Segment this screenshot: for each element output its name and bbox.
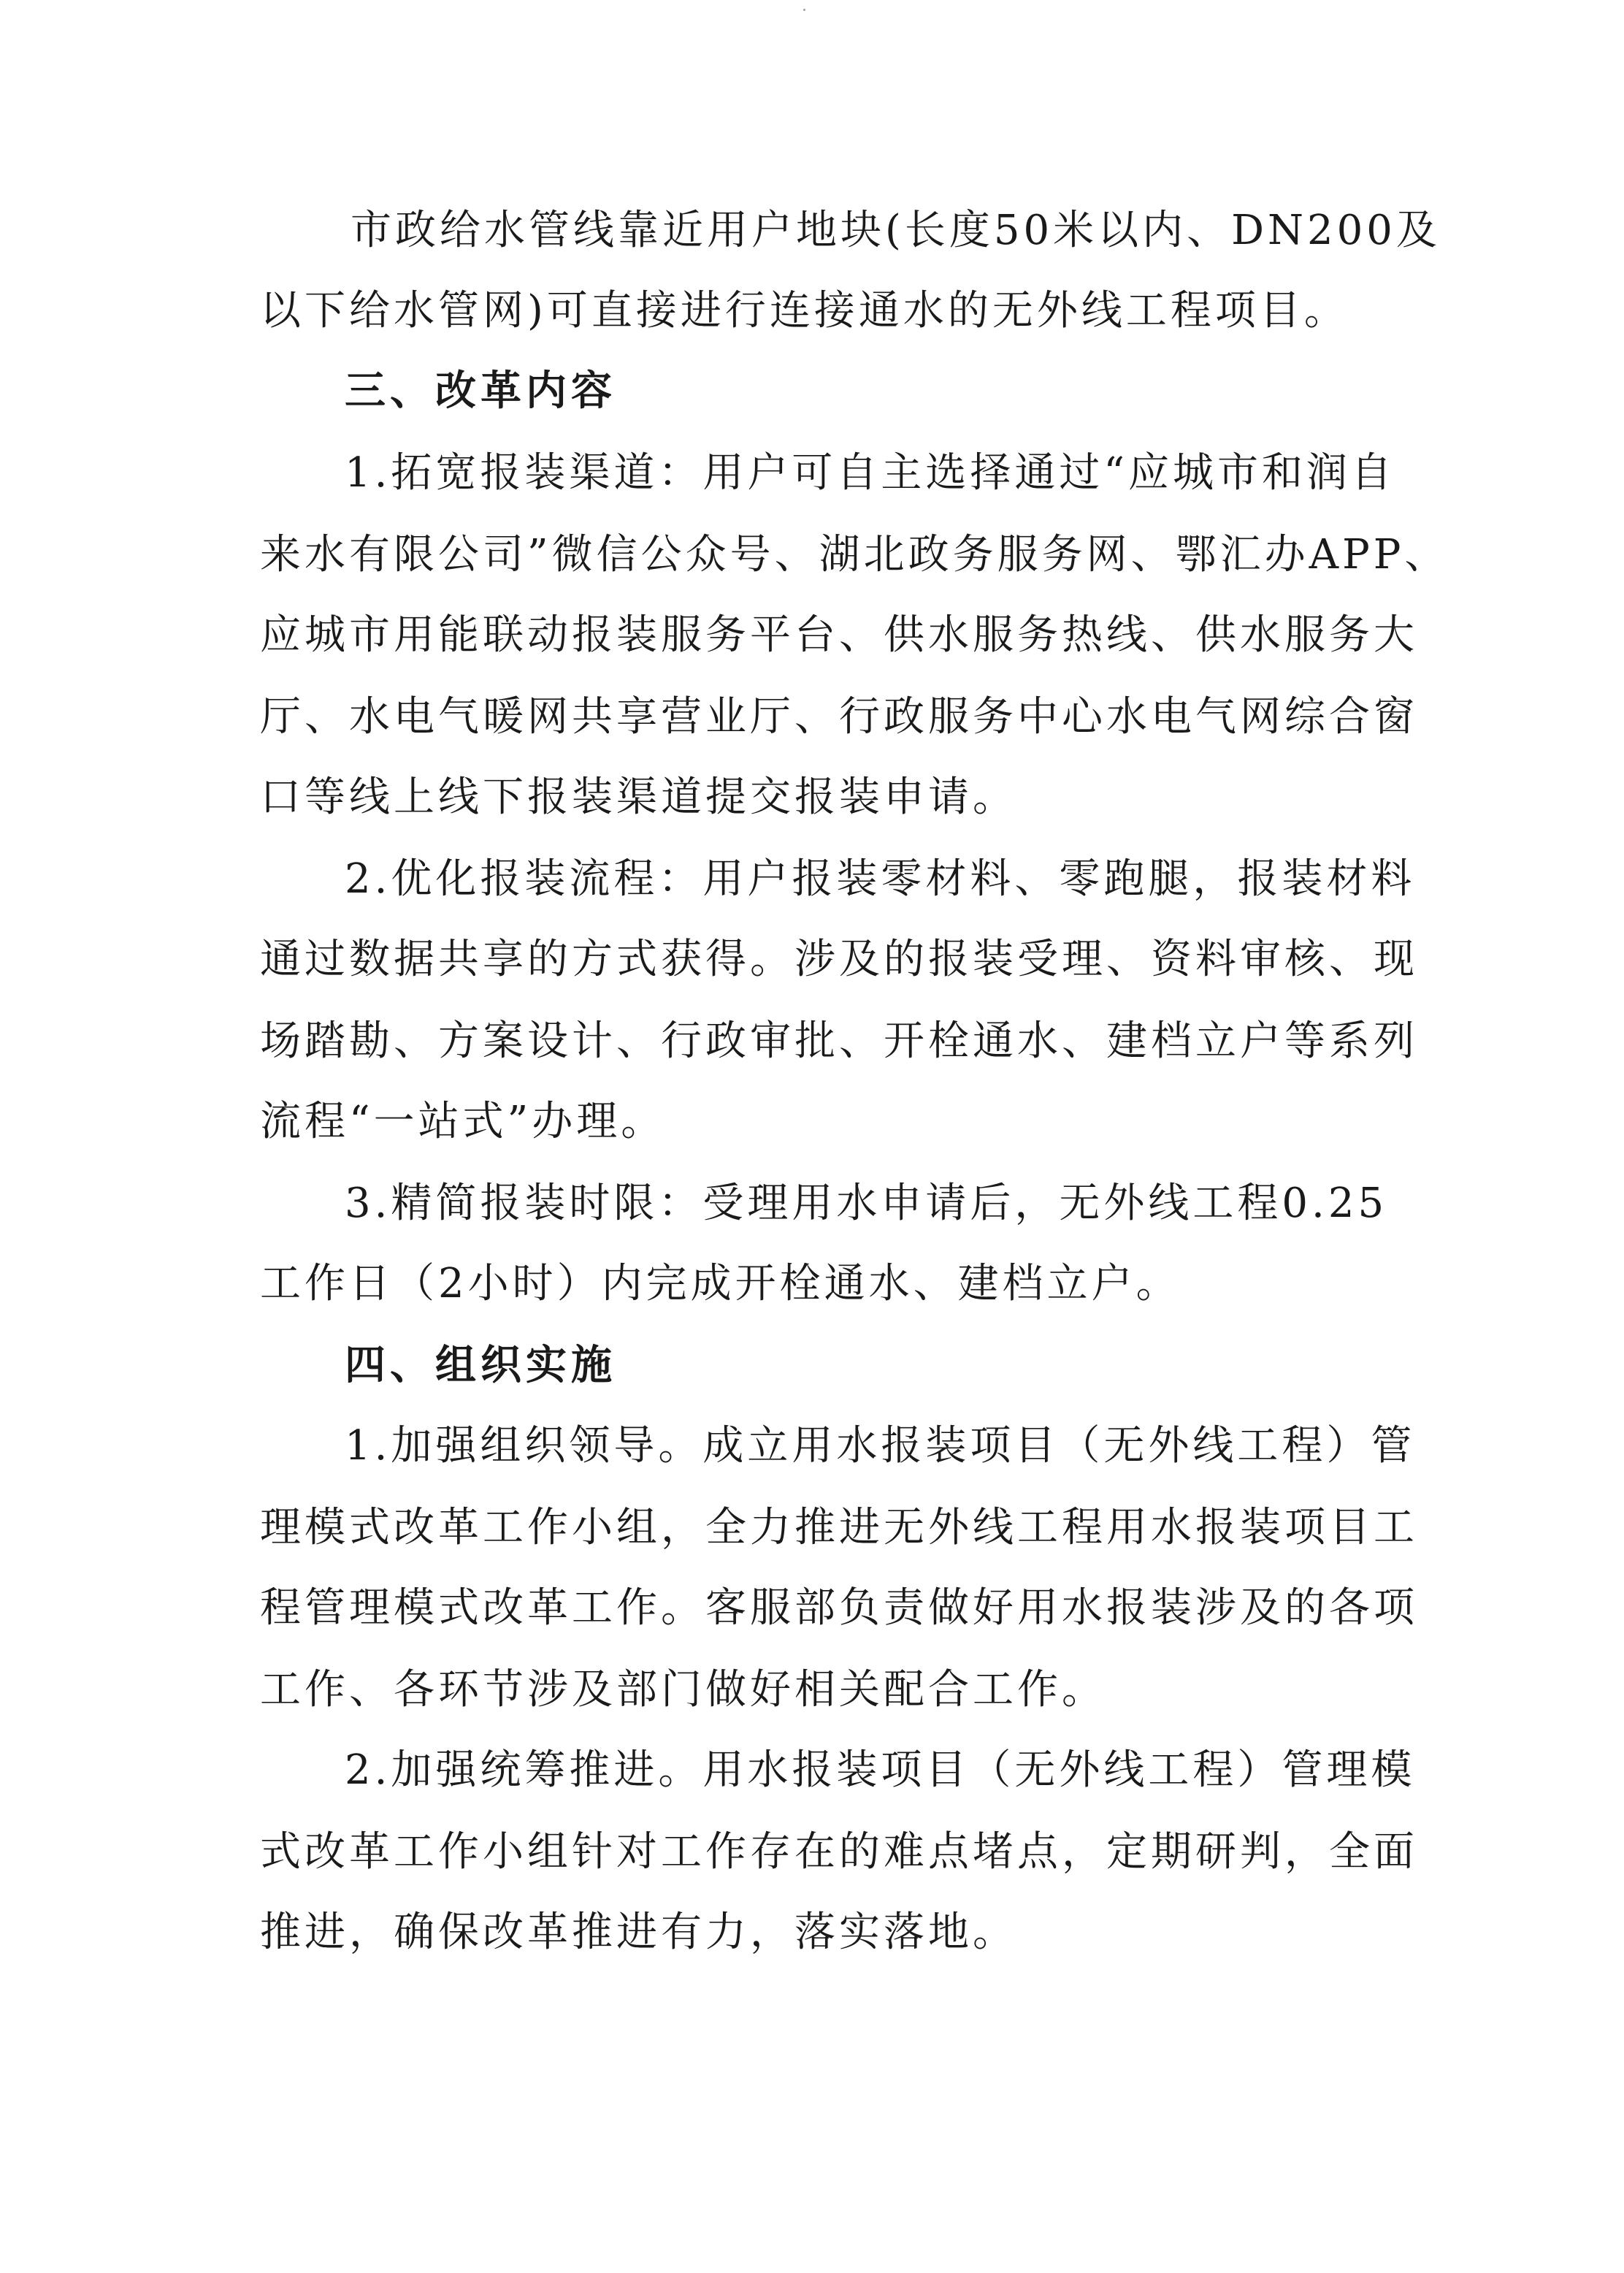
paragraph-line: 程管理模式改革工作。客服部负责做好用水报装涉及的各项 — [260, 1584, 1418, 1632]
paragraph-line: 1.拓宽报装渠道：用户可自主选择通过“应城市和润自 — [345, 449, 1396, 497]
paragraph-line: 厅、水电气暖网共享营业厅、行政服务中心水电气网综合窗 — [260, 693, 1418, 741]
paragraph-line: 2.优化报装流程：用户报装零材料、零跑腿，报装材料 — [345, 855, 1416, 903]
paragraph-line: 口等线上线下报装渠道提交报装申请。 — [260, 773, 1017, 821]
section-heading-organization: 四、组织实施 — [345, 1342, 616, 1389]
paragraph-line: 流程“一站式”办理。 — [260, 1098, 666, 1145]
paragraph-line: 1.加强组织领导。成立用水报装项目（无外线工程）管 — [345, 1422, 1416, 1470]
paragraph-line: 通过数据共享的方式获得。涉及的报装受理、资料审核、现 — [260, 936, 1418, 983]
paragraph-line: 工作日（2小时）内完成开栓通水、建档立户。 — [260, 1260, 1181, 1307]
paragraph-line: 应城市用能联动报装服务平台、供水服务热线、供水服务大 — [260, 611, 1418, 659]
paragraph-line: 市政给水管线靠近用户地块(长度50米以内、DN200及 — [351, 207, 1441, 254]
paragraph-line: 来水有限公司”微信公众号、湖北政务服务网、鄂汇办APP、 — [260, 531, 1449, 578]
paragraph-line: 以下给水管网)可直接进行连接通水的无外线工程项目。 — [260, 287, 1349, 335]
paragraph-line: 式改革工作小组针对工作存在的难点堵点，定期研判，全面 — [260, 1828, 1418, 1876]
scan-speck — [803, 9, 805, 11]
paragraph-line: 理模式改革工作小组，全力推进无外线工程用水报装项目工 — [260, 1504, 1418, 1551]
paragraph-line: 工作、各环节涉及部门做好相关配合工作。 — [260, 1666, 1106, 1714]
paragraph-line: 2.加强统筹推进。用水报装项目（无外线工程）管理模 — [345, 1746, 1416, 1794]
paragraph-line: 场踏勘、方案设计、行政审批、开栓通水、建档立户等系列 — [260, 1017, 1418, 1065]
section-heading-reform-content: 三、改革内容 — [345, 367, 616, 415]
paragraph-line: 3.精简报装时限：受理用水申请后，无外线工程0.25 — [345, 1180, 1388, 1227]
paragraph-line: 推进，确保改革推进有力，落实落地。 — [260, 1909, 1017, 1956]
